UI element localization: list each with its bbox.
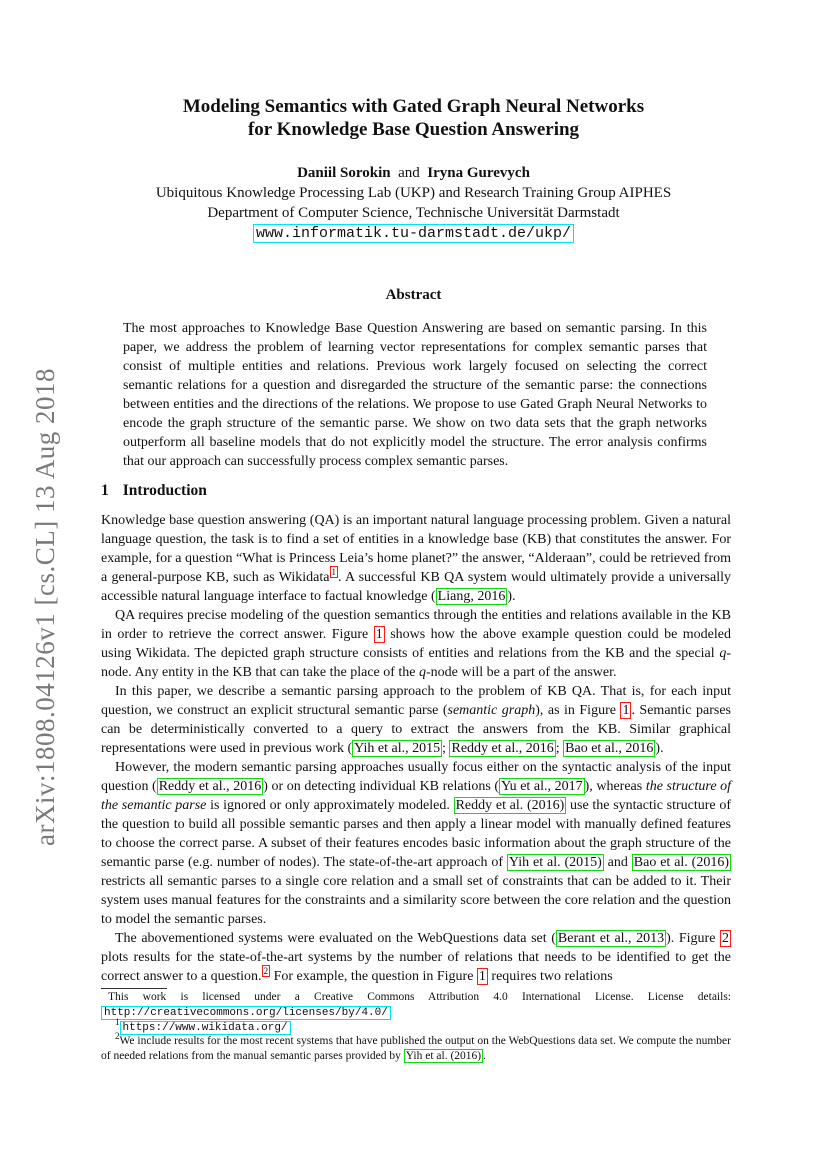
author-block (0, 163, 827, 244)
citation-link[interactable]: Reddy et al. (2016) (455, 798, 565, 813)
section-number: 1 (101, 482, 109, 499)
author-names (0, 163, 827, 183)
figure-ref-link[interactable]: 1 (375, 627, 383, 642)
paragraph-5: The abovementioned systems were evaluated on the WebQuestions data set ( Berant et al., 2013 ). Figure 2 plots results for the state-of-the-art systems by the number of relations that needs to be identified to get the correct answer to a question. $^2$ For example, the question in Figure 1 requires two relations (101, 931, 731, 984)
citation-link[interactable]: Berant et al., 2013 (557, 931, 665, 946)
author-2: Iryna Gurevych (427, 165, 530, 181)
citation-link[interactable]: Reddy et al., 2016 (451, 741, 554, 756)
paragraph-3: In this paper, we describe a semantic parsing approach to the problem of KB QA. That is, for each input question, we construct an explicit structural semantic parse (semantic graph), as in Figure 1 . Semantic parses can be deterministically converted to a query to extract the answers from the KB. Similar graphical representations were used in previous work ( Yih et al., 2015 ; Reddy et al., 2016 ; Bao et al., 2016 ). (101, 684, 731, 756)
abstract-text: The most approaches to Knowledge Base Question Answering are based on semantic parsing. In this paper, we address the problem of learning vector representations for complex semantic parses that consist of multiple entities and relations. Previous work largely focused on selecting the correct semantic relations for a question and disregarded the structure of the semantic parse: the connections between entities and the directions of the relations. We propose to use Gated Graph Neural Networks to encode the graph structure of the semantic parse. We show on two data sets that the graph networks outperform all baseline models that do not explicitly model the structure. The error analysis confirms that our approach can successfully process complex semantic parses. (123, 321, 707, 469)
citation-link[interactable]: Reddy et al., 2016 (158, 779, 262, 794)
license-url-link[interactable]: http://creativecommons.org/licenses/by/4.0/ (101, 1006, 391, 1020)
title-line-1: Modeling Semantics with Gated Graph Neural Networks (182, 96, 645, 117)
wikidata-url-link[interactable]: https://www.wikidata.org/ (120, 1021, 291, 1035)
paper-title (0, 95, 827, 141)
citation-link[interactable]: Yu et al., 2017 (501, 779, 583, 794)
abstract-heading: Abstract (385, 287, 442, 303)
section-heading (101, 482, 207, 500)
lab-url-link[interactable]: www.informatik.tu-darmstadt.de/ukp/ (253, 224, 574, 243)
citation-link[interactable]: Yih et al., 2015 (354, 741, 441, 756)
citation-link[interactable]: Liang, 2016 (437, 589, 506, 604)
footnote-ref-2[interactable]: 2 (263, 966, 269, 977)
citation-link[interactable]: Bao et al. (2016) (633, 855, 730, 870)
figure-ref-link[interactable]: 1 (622, 703, 630, 718)
paragraph-4: However, the modern semantic parsing approaches usually focus either on the syntactic analysis of the input question ( Reddy et al., 2016 ) or on detecting individual KB relations ( Yu et al., 2017 ), whereas the structure of the semantic parse is ignored or only approximately modeled. Reddy et al. (2016) use the syntactic structure of the question to build all possible semantic parses and then apply a linear model with manually defined features to choose the correct parse. A subset of their features encodes basic information about the graph structure of the semantic parse (e.g. number of nodes). The state-of-the-art approach of Yih et al. (2015) and Bao et al. (2016) restricts all semantic parses to a single core relation and a small set of constraints that can be added to it. Their system uses manual features for the constraints and a similarity score between the core relation and the question to model the semantic parses. (101, 760, 732, 927)
section-title: Introduction (122, 482, 207, 499)
footnote-rule (101, 988, 167, 989)
citation-link[interactable]: Yih et al. (2015) (508, 855, 602, 870)
footnote-ref-1[interactable]: 1 (331, 567, 336, 578)
citation-link[interactable]: Yih et al. (2016) (405, 1050, 482, 1062)
footnote-2-mark: 2 (115, 1031, 120, 1042)
footnote-1-mark: 1 (115, 1017, 120, 1028)
paragraph-2: QA requires precise modeling of the question semantics through the entities and relations available in the KB in order to retrieve the correct answer. Figure 1 shows how the above example question could be modeled using Wikidata. The depicted graph structure consists of entities and relations from the KB and the special q-node. Any entity in the KB that can take the place of the q-node will be a part of the answer. (101, 608, 731, 680)
footnote-2: $^2$We include results for the most recent systems that have published the output on the WebQuestions data set. We compute the number of needed relations from the manual semantic parses provided by Yih et al. (2016) . (101, 1031, 731, 1062)
figure-ref-link[interactable]: 1 (478, 969, 486, 984)
citation-link[interactable]: Bao et al., 2016 (565, 741, 654, 756)
author-1: Daniil Sorokin (297, 165, 391, 181)
title-line-2: for Knowledge Base Question Answering (247, 119, 580, 140)
affiliation-1: Ubiquitous Knowledge Processing Lab (UKP) and Research Training Group AIPHES (155, 185, 672, 201)
figure-ref-link[interactable]: 2 (722, 931, 730, 946)
affiliation-2: Department of Computer Science, Technische Universität Darmstadt (207, 205, 620, 221)
paragraph-1: Knowledge base question answering (QA) is an important natural language processing problem. Given a natural language question, the task is to find a set of entities in a knowledge base (KB) that constitutes the answer. For example, for a question “What is Princess Leia’s home planet?” the answer, “Alderaan”, could be retrieved from a general-purpose KB, such as Wikidata $^1$ . A successful KB QA system would ultimately provide a universally accessible natural language interface to factual knowledge ( Liang, 2016 ). (101, 513, 731, 604)
author-and: and (398, 165, 420, 181)
body-text (101, 511, 731, 986)
license-footnote: This work is licensed under a Creative Commons Attribution 4.0 International License. License details: http://creativecommons.org/licenses/by/4.0/ (101, 990, 731, 1021)
arxiv-identifier: arXiv:1808.04126v1 [cs.CL] 13 Aug 2018 (30, 368, 60, 846)
